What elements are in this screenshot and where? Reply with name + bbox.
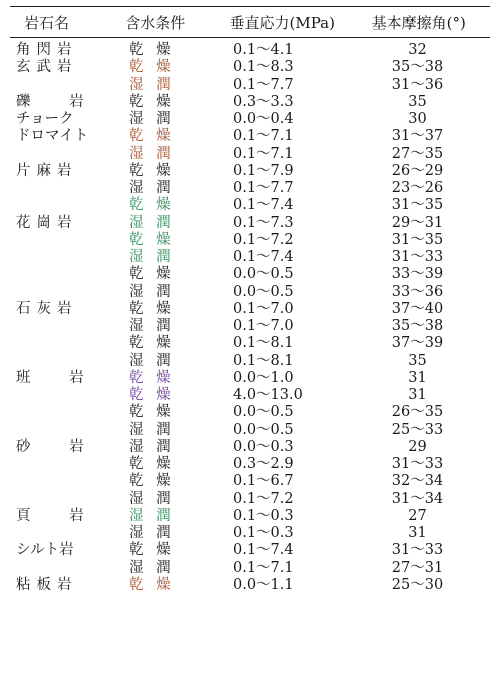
table-row bbox=[10, 542, 490, 559]
rock-name-cell: ドロマイト bbox=[16, 128, 89, 145]
stress-cell: 0.1～7.2 bbox=[233, 231, 294, 248]
table-row bbox=[10, 404, 490, 421]
angle-cell: 31 bbox=[408, 387, 427, 404]
table-row bbox=[10, 163, 490, 180]
table-row bbox=[10, 94, 490, 111]
stress-cell: 0.1～7.0 bbox=[233, 300, 294, 317]
angle-cell: 33～36 bbox=[391, 283, 444, 300]
condition-cell: 乾 燥 bbox=[129, 576, 175, 593]
condition-cell: 湿 潤 bbox=[129, 76, 175, 93]
angle-cell: 35 bbox=[408, 93, 427, 110]
stress-cell: 0.1～7.7 bbox=[233, 180, 294, 197]
stress-cell: 0.3～2.9 bbox=[233, 456, 294, 473]
table-row bbox=[10, 456, 490, 473]
condition-cell: 湿 潤 bbox=[129, 507, 175, 524]
table-row bbox=[10, 42, 490, 59]
header-rock-name: 岩石名 bbox=[24, 13, 70, 32]
condition-cell: 乾 燥 bbox=[129, 404, 175, 421]
angle-cell: 31～37 bbox=[391, 128, 444, 145]
stress-cell: 0.1～4.1 bbox=[233, 42, 294, 59]
rock-name-cell: チョーク bbox=[16, 111, 74, 128]
stress-cell: 0.1～8.3 bbox=[233, 59, 294, 76]
condition-cell: 乾 燥 bbox=[129, 456, 175, 473]
stress-cell: 0.1～6.7 bbox=[233, 473, 294, 490]
stress-cell: 0.0～0.5 bbox=[233, 266, 294, 283]
condition-cell: 湿 潤 bbox=[129, 145, 175, 162]
rock-name-cell: 石灰岩 bbox=[16, 300, 78, 317]
stress-cell: 0.0～0.5 bbox=[233, 404, 294, 421]
table-row bbox=[10, 422, 490, 439]
stress-cell: 0.1～7.0 bbox=[233, 318, 294, 335]
table-row bbox=[10, 59, 490, 76]
condition-cell: 乾 燥 bbox=[129, 542, 175, 559]
angle-cell: 27～35 bbox=[391, 145, 444, 162]
table-row bbox=[10, 197, 490, 214]
stress-cell: 0.1～7.2 bbox=[233, 490, 294, 507]
stress-cell: 0.1～7.1 bbox=[233, 559, 294, 576]
table-row bbox=[10, 508, 490, 525]
angle-cell: 29 bbox=[408, 438, 427, 455]
table-row bbox=[10, 111, 490, 128]
stress-cell: 0.0～0.5 bbox=[233, 283, 294, 300]
stress-cell: 0.0～0.4 bbox=[233, 111, 294, 128]
angle-cell: 37～39 bbox=[391, 335, 444, 352]
table-row bbox=[10, 577, 490, 594]
rock-name-cell: 片麻岩 bbox=[16, 162, 78, 179]
condition-cell: 乾 燥 bbox=[129, 231, 175, 248]
angle-cell: 26～29 bbox=[391, 162, 444, 179]
stress-cell: 0.1～0.3 bbox=[233, 525, 294, 542]
angle-cell: 31 bbox=[408, 525, 427, 542]
table-row bbox=[10, 335, 490, 352]
table-row bbox=[10, 301, 490, 318]
stress-cell: 0.1～7.1 bbox=[233, 145, 294, 162]
angle-cell: 31～34 bbox=[391, 490, 444, 507]
condition-cell: 湿 潤 bbox=[129, 525, 175, 542]
angle-cell: 25～33 bbox=[391, 421, 444, 438]
header-vertical-stress: 垂直応力(MPa) bbox=[229, 13, 335, 32]
table-row bbox=[10, 249, 490, 266]
table-row bbox=[10, 215, 490, 232]
table-row bbox=[10, 525, 490, 542]
table-row bbox=[10, 370, 490, 387]
condition-cell: 乾 燥 bbox=[129, 197, 175, 214]
rock-name-cell: 角閃岩 bbox=[16, 42, 78, 59]
stress-cell: 0.0～0.5 bbox=[233, 421, 294, 438]
table-row bbox=[10, 560, 490, 577]
condition-cell: 乾 燥 bbox=[129, 300, 175, 317]
condition-cell: 湿 潤 bbox=[129, 249, 175, 266]
header-friction-angle: 基本摩擦角(°) bbox=[371, 13, 466, 32]
stress-cell: 0.1～0.3 bbox=[233, 507, 294, 524]
condition-cell: 湿 潤 bbox=[129, 318, 175, 335]
condition-cell: 乾 燥 bbox=[129, 128, 175, 145]
table-row bbox=[10, 491, 490, 508]
stress-cell: 0.0～1.1 bbox=[233, 576, 294, 593]
angle-cell: 31～33 bbox=[391, 456, 444, 473]
table-row bbox=[10, 232, 490, 249]
stress-cell: 0.1～7.4 bbox=[233, 249, 294, 266]
angle-cell: 30 bbox=[408, 111, 427, 128]
condition-cell: 乾 燥 bbox=[129, 473, 175, 490]
condition-cell: 乾 燥 bbox=[129, 93, 175, 110]
stress-cell: 0.1～7.1 bbox=[233, 128, 294, 145]
condition-cell: 湿 潤 bbox=[129, 421, 175, 438]
rock-name-cell: 粘板岩 bbox=[16, 576, 78, 593]
stress-cell: 0.0～1.0 bbox=[233, 369, 294, 386]
condition-cell: 乾 燥 bbox=[129, 266, 175, 283]
stress-cell: 0.1～7.4 bbox=[233, 542, 294, 559]
angle-cell: 31～33 bbox=[391, 249, 444, 266]
table-body bbox=[10, 38, 490, 594]
header-water-condition: 含水条件 bbox=[125, 13, 186, 32]
angle-cell: 29～31 bbox=[391, 214, 444, 231]
rock-name-cell: 玄武岩 bbox=[16, 59, 78, 76]
table-row bbox=[10, 77, 490, 94]
angle-cell: 35～38 bbox=[391, 318, 444, 335]
rock-name-cell: 花崗岩 bbox=[16, 214, 78, 231]
stress-cell: 0.1～8.1 bbox=[233, 352, 294, 369]
table-row bbox=[10, 180, 490, 197]
table-row bbox=[10, 473, 490, 490]
condition-cell: 湿 潤 bbox=[129, 283, 175, 300]
angle-cell: 27～31 bbox=[391, 559, 444, 576]
condition-cell: 湿 潤 bbox=[129, 214, 175, 231]
angle-cell: 32 bbox=[408, 42, 427, 59]
angle-cell: 31～33 bbox=[391, 542, 444, 559]
rock-name-cell: 頁 岩 bbox=[16, 507, 101, 524]
condition-cell: 湿 潤 bbox=[129, 111, 175, 128]
angle-cell: 25～30 bbox=[391, 576, 444, 593]
table-row bbox=[10, 284, 490, 301]
condition-cell: 乾 燥 bbox=[129, 335, 175, 352]
table-row bbox=[10, 266, 490, 283]
table-header bbox=[10, 7, 490, 37]
angle-cell: 31～36 bbox=[391, 76, 444, 93]
condition-cell: 湿 潤 bbox=[129, 180, 175, 197]
angle-cell: 32～34 bbox=[391, 473, 444, 490]
rock-name-cell: 砂 岩 bbox=[16, 438, 101, 455]
table-row bbox=[10, 387, 490, 404]
condition-cell: 湿 潤 bbox=[129, 490, 175, 507]
condition-cell: 乾 燥 bbox=[129, 387, 175, 404]
stress-cell: 0.0～0.3 bbox=[233, 438, 294, 455]
condition-cell: 湿 潤 bbox=[129, 352, 175, 369]
angle-cell: 31 bbox=[408, 369, 427, 386]
table-row bbox=[10, 439, 490, 456]
angle-cell: 27 bbox=[408, 507, 427, 524]
stress-cell: 0.3～3.3 bbox=[233, 93, 294, 110]
angle-cell: 26～35 bbox=[391, 404, 444, 421]
table-row bbox=[10, 146, 490, 163]
stress-cell: 4.0～13.0 bbox=[233, 387, 303, 404]
condition-cell: 乾 燥 bbox=[129, 162, 175, 179]
friction-angle-table bbox=[10, 6, 490, 594]
angle-cell: 35～38 bbox=[391, 59, 444, 76]
stress-cell: 0.1～7.3 bbox=[233, 214, 294, 231]
condition-cell: 湿 潤 bbox=[129, 559, 175, 576]
table-row bbox=[10, 353, 490, 370]
table-row bbox=[10, 318, 490, 335]
rock-name-cell: 礫 岩 bbox=[16, 93, 101, 110]
stress-cell: 0.1～7.7 bbox=[233, 76, 294, 93]
rock-name-cell: シルト岩 bbox=[16, 542, 74, 559]
angle-cell: 31～35 bbox=[391, 197, 444, 214]
condition-cell: 乾 燥 bbox=[129, 42, 175, 59]
angle-cell: 37～40 bbox=[391, 300, 444, 317]
angle-cell: 35 bbox=[408, 352, 427, 369]
condition-cell: 湿 潤 bbox=[129, 438, 175, 455]
angle-cell: 33～39 bbox=[391, 266, 444, 283]
rock-name-cell: 班 岩 bbox=[16, 369, 101, 386]
angle-cell: 23～26 bbox=[391, 180, 444, 197]
stress-cell: 0.1～7.4 bbox=[233, 197, 294, 214]
condition-cell: 乾 燥 bbox=[129, 59, 175, 76]
table-row bbox=[10, 128, 490, 145]
stress-cell: 0.1～8.1 bbox=[233, 335, 294, 352]
stress-cell: 0.1～7.9 bbox=[233, 162, 294, 179]
angle-cell: 31～35 bbox=[391, 231, 444, 248]
condition-cell: 乾 燥 bbox=[129, 369, 175, 386]
